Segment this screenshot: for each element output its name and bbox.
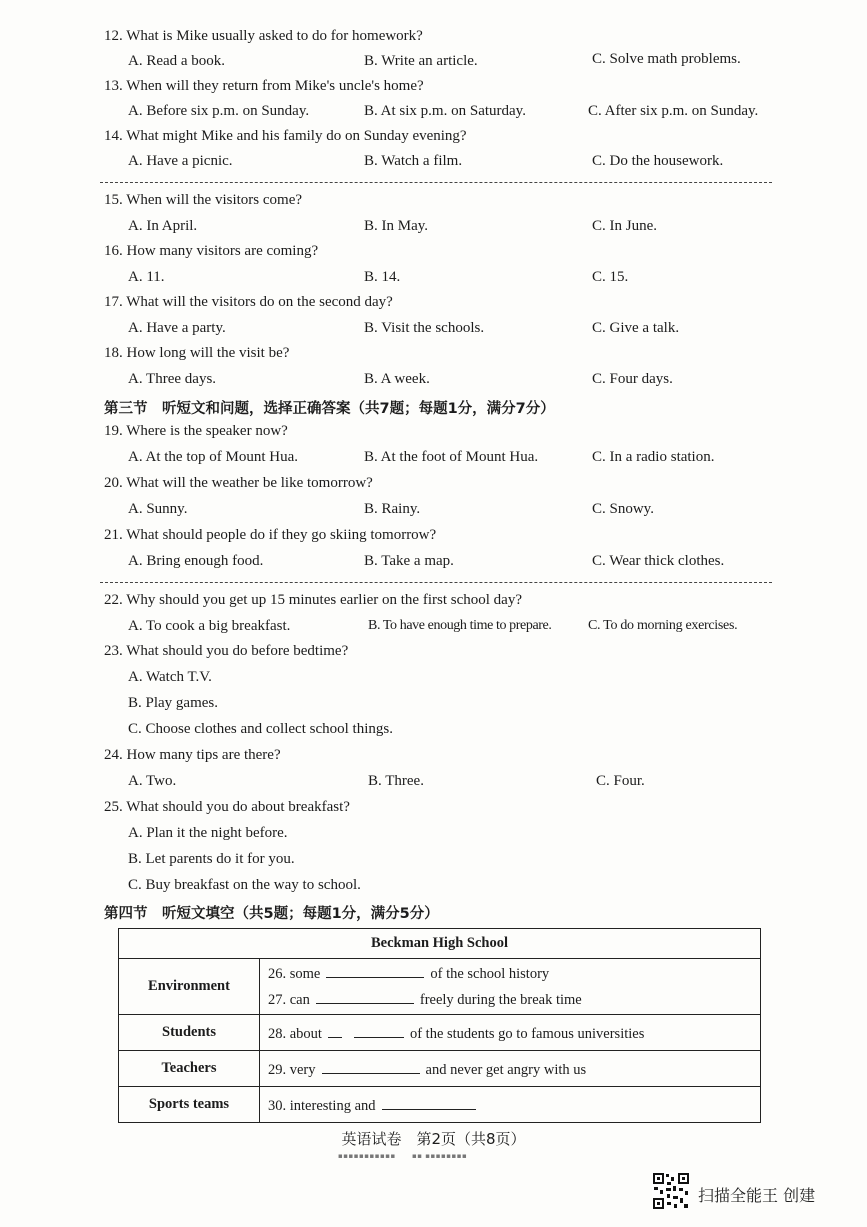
question-21-option-c: C. Wear thick clothes.: [592, 553, 725, 569]
section-4-heading: 第四节 听短文填空（共5题；每题1分，满分5分）: [104, 906, 439, 922]
question-23-option-b: B. Play games.: [128, 695, 218, 711]
question-12-option-a: A. Read a book.: [128, 53, 226, 69]
question-24-option-a: A. Two.: [128, 773, 177, 789]
question-16-option-a: A. 11.: [128, 269, 165, 285]
answer-blank-29[interactable]: [322, 1058, 420, 1074]
answer-blank-28a[interactable]: [328, 1022, 342, 1038]
row-label-teachers: Teachers: [119, 1051, 260, 1087]
section-3-heading: 第三节 听短文和问题，选择正确答案（共7题；每题1分，满分7分）: [104, 401, 555, 417]
question-13-option-c: C. After six p.m. on Sunday.: [588, 103, 759, 119]
row-label-environment: Environment: [119, 959, 260, 1015]
blank-row-27: [268, 987, 752, 1013]
page-footer: 英语试卷 第2页（共8页）: [341, 1130, 526, 1148]
question-25-stem: 25. What should you do about breakfast?: [104, 799, 350, 815]
question-18-stem: 18. How long will the visit be?: [104, 345, 290, 361]
question-18-option-c: C. Four days.: [592, 371, 673, 387]
q30-prefix: 30. interesting and: [268, 1098, 376, 1114]
question-18-option-a: A. Three days.: [128, 371, 217, 387]
question-14-option-a: A. Have a picnic.: [128, 153, 233, 169]
print-mark: ▪▪▪▪▪▪▪▪▪▪▪ ▪▪ ▪▪▪▪▪▪▪▪: [338, 1152, 468, 1160]
question-19-option-a: A. At the top of Mount Hua.: [128, 449, 298, 465]
question-25-option-b: B. Let parents do it for you.: [128, 851, 295, 867]
question-23-option-c: C. Choose clothes and collect school things.: [128, 721, 393, 737]
question-17-option-a: A. Have a party.: [128, 320, 226, 336]
question-14-stem: 14. What might Mike and his family do on Sunday evening?: [104, 128, 467, 144]
question-24-option-c: C. Four.: [596, 773, 645, 789]
question-13-option-b: B. At six p.m. on Saturday.: [364, 103, 526, 119]
teachers-cell: [260, 1051, 761, 1087]
answer-blank-30[interactable]: [382, 1094, 476, 1110]
q29-suffix: and never get angry with us: [425, 1062, 587, 1078]
question-20-option-c: C. Snowy.: [592, 501, 654, 517]
qr-code-icon: [652, 1172, 690, 1210]
question-15-option-c: C. In June.: [592, 218, 657, 234]
question-17-stem: 17. What will the visitors do on the second day?: [104, 294, 393, 310]
question-12-option-b: B. Write an article.: [364, 53, 478, 69]
question-22-option-c: C. To do morning exercises.: [588, 618, 738, 633]
question-21-option-b: B. Take a map.: [364, 553, 454, 569]
question-22-option-a: A. To cook a big breakfast.: [128, 618, 291, 634]
blank-row-26: [268, 961, 752, 987]
question-22-stem: 22. Why should you get up 15 minutes earlier on the first school day?: [104, 592, 522, 608]
q26-suffix: of the school history: [430, 965, 550, 982]
question-21-stem: 21. What should people do if they go skiing tomorrow?: [104, 527, 437, 543]
question-20-stem: 20. What will the weather be like tomorrow?: [104, 475, 373, 491]
q29-prefix: 29. very: [268, 1062, 316, 1078]
question-15-stem: 15. When will the visitors come?: [104, 192, 303, 208]
question-19-option-c: C. In a radio station.: [592, 449, 715, 465]
question-20-option-b: B. Rainy.: [364, 501, 421, 517]
question-18-option-b: B. A week.: [364, 371, 430, 387]
answer-blank-28b[interactable]: [354, 1022, 404, 1038]
question-25-option-a: A. Plan it the night before.: [128, 825, 288, 841]
question-25-option-c: C. Buy breakfast on the way to school.: [128, 877, 361, 893]
q27-suffix: freely during the break time: [419, 991, 582, 1008]
question-19-stem: 19. Where is the speaker now?: [104, 423, 288, 439]
students-cell: [260, 1015, 761, 1051]
question-24-option-b: B. Three.: [368, 773, 424, 789]
question-12-stem: 12. What is Mike usually asked to do for homework?: [104, 28, 423, 44]
table-title: Beckman High School: [119, 929, 761, 959]
question-19-option-b: B. At the foot of Mount Hua.: [364, 449, 539, 465]
scanner-watermark: 扫描全能王 创建: [698, 1186, 816, 1205]
notes-table: [118, 928, 761, 1123]
row-label-students: Students: [119, 1015, 260, 1051]
q28-prefix: 28. about: [268, 1026, 322, 1042]
dashed-divider: [100, 182, 772, 183]
question-22-option-b: B. To have enough time to prepare.: [368, 618, 552, 633]
question-15-option-b: B. In May.: [364, 218, 429, 234]
question-15-option-a: A. In April.: [128, 218, 198, 234]
question-23-option-a: A. Watch T.V.: [128, 669, 212, 685]
question-13-option-a: A. Before six p.m. on Sunday.: [128, 103, 310, 119]
question-23-stem: 23. What should you do before bedtime?: [104, 643, 349, 659]
dashed-divider: [100, 582, 772, 583]
q26-prefix: 26. some: [268, 965, 321, 982]
answer-blank-27[interactable]: [316, 988, 414, 1004]
q27-prefix: 27. can: [268, 991, 310, 1008]
question-17-option-b: B. Visit the schools.: [364, 320, 485, 336]
question-20-option-a: A. Sunny.: [128, 501, 188, 517]
question-14-option-b: B. Watch a film.: [364, 153, 463, 169]
question-17-option-c: C. Give a talk.: [592, 320, 680, 336]
question-16-option-b: B. 14.: [364, 269, 401, 285]
question-24-stem: 24. How many tips are there?: [104, 747, 281, 763]
question-13-stem: 13. When will they return from Mike's uncle's home?: [104, 78, 424, 94]
question-14-option-c: C. Do the housework.: [592, 153, 724, 169]
row-label-sports-teams: Sports teams: [119, 1087, 260, 1123]
sports-cell: [260, 1087, 761, 1123]
q28-suffix: of the students go to famous universities: [409, 1026, 645, 1042]
question-21-option-a: A. Bring enough food.: [128, 553, 264, 569]
environment-cell: [260, 959, 761, 1015]
question-12-option-c: C. Solve math problems.: [592, 51, 741, 67]
question-16-stem: 16. How many visitors are coming?: [104, 243, 319, 259]
question-16-option-c: C. 15.: [592, 269, 629, 285]
answer-blank-26[interactable]: [326, 962, 424, 978]
